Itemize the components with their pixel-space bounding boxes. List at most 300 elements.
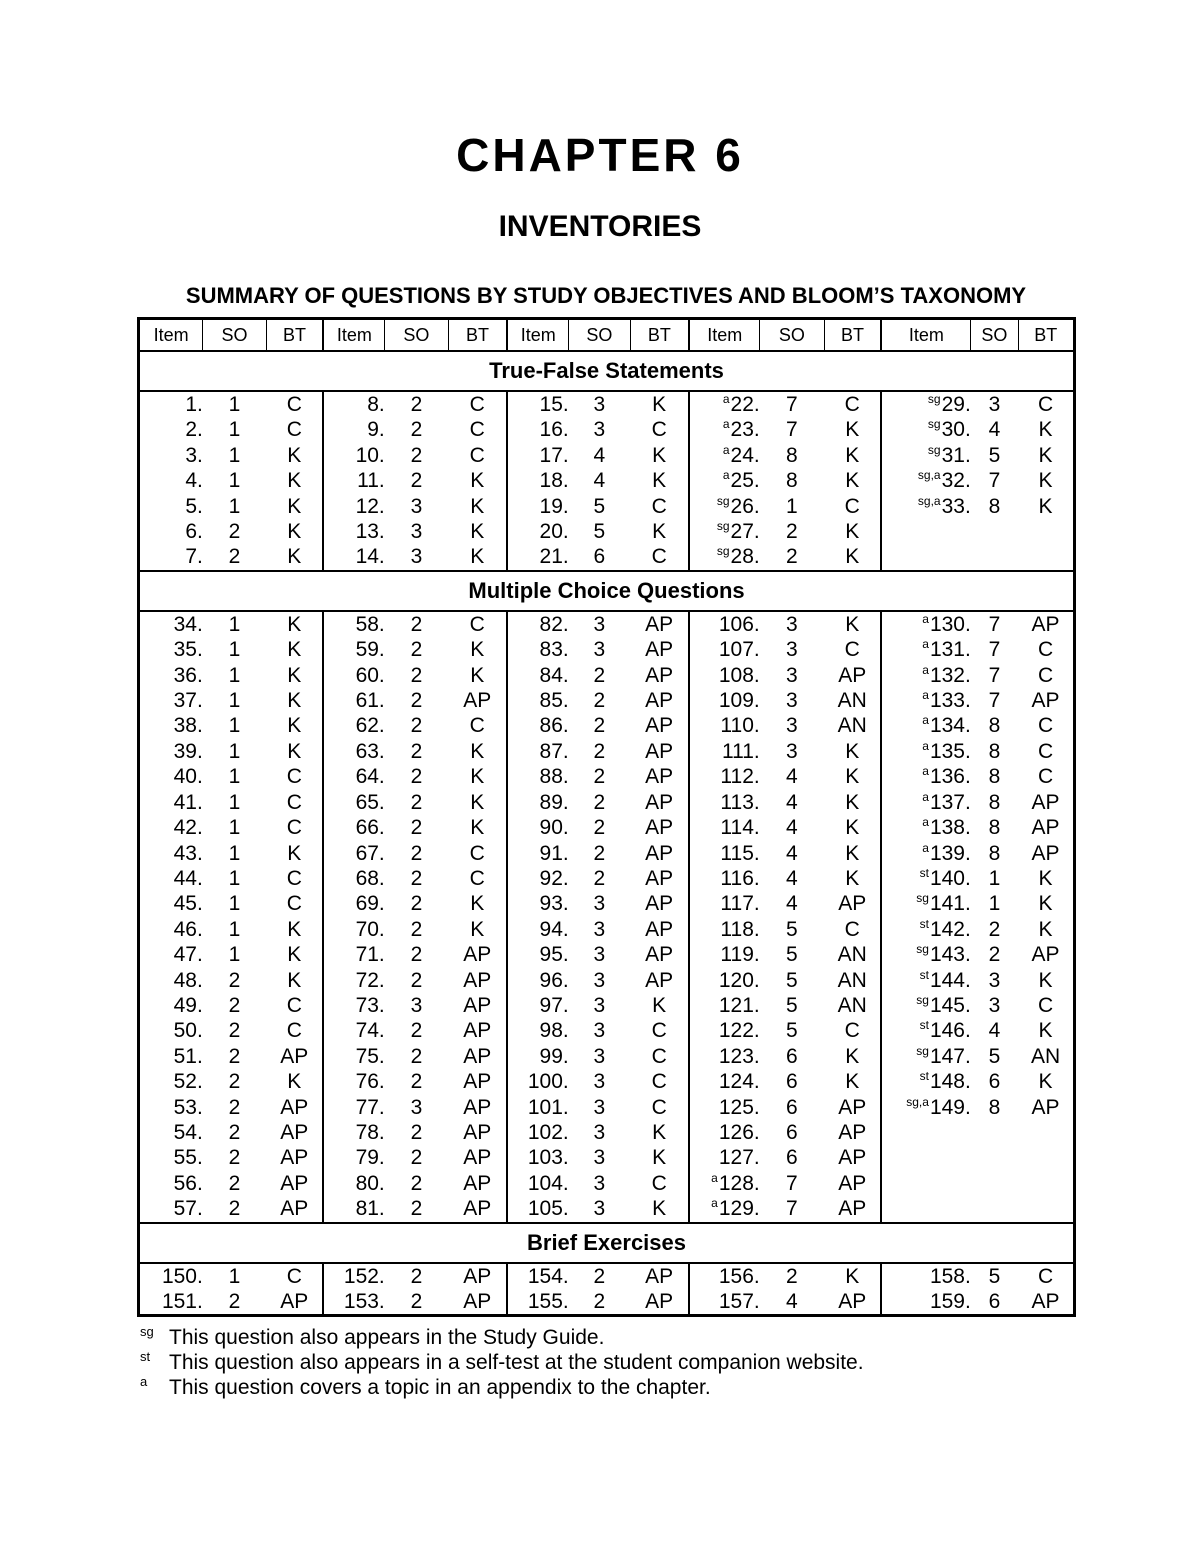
section-header-row: [139, 1223, 1075, 1263]
item-number: 106.: [718, 612, 760, 636]
item-cell: [881, 713, 970, 738]
item-number: 2.: [185, 418, 203, 442]
footnote-marker: a: [922, 662, 929, 677]
item-number: 19.: [539, 494, 569, 518]
so-cell: 8: [988, 714, 1001, 738]
so-cell: 7: [988, 663, 1001, 687]
item-number: 29.: [941, 393, 971, 416]
item-cell: [881, 1145, 970, 1170]
bt-cell: K: [824, 544, 881, 570]
so-cell: 5: [988, 1264, 1001, 1288]
item-cell: [507, 1095, 568, 1120]
item-cell: [139, 544, 203, 570]
item-number: 73.: [355, 993, 385, 1017]
footnote-marker: a: [711, 1196, 718, 1211]
so-cell: 8: [786, 469, 798, 493]
item-cell: [323, 1171, 384, 1196]
item-number: 156.: [718, 1264, 760, 1288]
bt-cell: AP: [1031, 790, 1060, 814]
question-summary-table: [137, 317, 1076, 1317]
so-cell: 8: [786, 443, 798, 467]
bt-cell: K: [266, 917, 323, 942]
item-cell: [139, 942, 203, 967]
item-cell: [139, 917, 203, 942]
footnote-marker: sg: [716, 519, 730, 534]
item-cell: [139, 1171, 203, 1196]
item-cell: [323, 866, 384, 891]
bt-cell: K: [448, 790, 507, 815]
item-cell: [507, 637, 568, 662]
so-cell: 2: [410, 816, 423, 840]
item-cell: [323, 494, 384, 519]
bt-cell: K: [1038, 494, 1053, 518]
item-cell: [323, 663, 384, 688]
item-number: 14.: [355, 545, 385, 569]
item-cell: [507, 891, 568, 916]
item-number: 75.: [355, 1044, 385, 1068]
item-number: 128.: [718, 1171, 760, 1195]
item-number: 102.: [527, 1120, 569, 1144]
so-cell: 2: [786, 520, 798, 544]
so-cell: [971, 544, 1018, 570]
so-cell: 5: [786, 917, 798, 941]
bt-cell: K: [266, 968, 323, 993]
bt-cell: AP: [448, 1263, 507, 1289]
so-cell: 3: [593, 1120, 606, 1144]
so-cell: 3: [593, 393, 606, 416]
footnotes: [140, 1325, 864, 1400]
so-cell: 3: [593, 968, 606, 992]
item-cell: [323, 1095, 384, 1120]
so-cell: 2: [988, 917, 1001, 941]
bt-cell: AP: [266, 1095, 323, 1120]
column-header: SO: [971, 319, 1018, 352]
so-cell: 1: [228, 714, 241, 738]
item-cell: [689, 1095, 759, 1120]
bt-cell: C: [448, 841, 507, 866]
item-number: 65.: [355, 790, 385, 814]
bt-cell: AP: [630, 866, 689, 891]
item-cell: [507, 663, 568, 688]
item-cell: [507, 764, 568, 789]
bt-cell: C: [1037, 663, 1054, 687]
item-number: 84.: [539, 663, 569, 687]
bt-cell: AP: [266, 1171, 323, 1196]
so-cell: 1: [228, 739, 241, 763]
item-number: 21.: [539, 545, 569, 569]
item-number: 126.: [718, 1120, 760, 1144]
so-cell: 5: [988, 443, 1001, 467]
bt-cell: AP: [1031, 816, 1060, 840]
so-cell: 2: [228, 968, 241, 992]
item-number: 46.: [173, 917, 203, 941]
section-title: Brief Exercises: [139, 1223, 1075, 1263]
so-cell: 2: [786, 1264, 798, 1288]
item-number: 124.: [718, 1070, 760, 1094]
bt-cell: C: [1037, 638, 1054, 662]
so-cell: 8: [988, 1095, 1001, 1119]
item-number: 55.: [173, 1146, 203, 1170]
bt-cell: AP: [824, 1095, 881, 1120]
so-cell: 1: [228, 494, 241, 518]
item-cell: [323, 968, 384, 993]
so-cell: 2: [410, 638, 423, 662]
so-cell: 2: [410, 917, 423, 941]
table-row: [139, 663, 1075, 688]
table-row: [139, 417, 1075, 442]
bt-cell: [1018, 519, 1074, 544]
so-cell: 3: [593, 1197, 606, 1221]
so-cell: 2: [410, 943, 423, 967]
bt-cell: K: [448, 764, 507, 789]
bt-cell: K: [266, 468, 323, 493]
item-number: 27.: [730, 520, 760, 544]
so-cell: 2: [593, 790, 606, 814]
item-number: 70.: [355, 917, 385, 941]
item-number: 81.: [355, 1197, 385, 1221]
bt-cell: K: [448, 468, 507, 493]
so-cell: [971, 519, 1018, 544]
item-cell: [323, 764, 384, 789]
item-cell: [507, 417, 568, 442]
item-cell: [689, 519, 759, 544]
bt-cell: AN: [824, 713, 881, 738]
item-cell: [323, 917, 384, 942]
so-cell: 1: [228, 1264, 241, 1288]
item-cell: [323, 637, 384, 662]
item-cell: [323, 688, 384, 713]
item-number: 69.: [355, 892, 385, 916]
bt-cell: K: [824, 790, 881, 815]
bt-cell: K: [824, 739, 881, 764]
item-cell: [507, 519, 568, 544]
item-cell: [323, 739, 384, 764]
item-cell: [881, 790, 970, 815]
item-cell: [507, 739, 568, 764]
item-cell: [139, 815, 203, 840]
chapter-title: CHAPTER 6: [456, 129, 744, 181]
bt-cell: K: [630, 519, 689, 544]
so-cell: 3: [593, 943, 606, 967]
item-number: 114.: [720, 816, 760, 840]
item-cell: [139, 1044, 203, 1069]
so-cell: 7: [988, 469, 1001, 493]
table-row: [139, 815, 1075, 840]
bt-cell: K: [630, 468, 689, 493]
item-cell: [323, 468, 384, 493]
bt-cell: AP: [266, 1196, 323, 1222]
bt-cell: C: [448, 443, 507, 468]
so-cell: 2: [410, 1197, 423, 1221]
so-cell: 3: [988, 968, 1001, 992]
item-number: 32.: [941, 469, 971, 493]
bt-cell: AN: [1030, 1044, 1061, 1068]
footnote-marker: sg: [916, 992, 929, 1007]
item-cell: [881, 1196, 970, 1222]
table-row: [139, 443, 1075, 468]
table-row: [139, 866, 1075, 891]
item-cell: [323, 1018, 384, 1043]
table-row: [139, 519, 1075, 544]
item-cell: [689, 544, 759, 570]
item-number: 125.: [718, 1095, 760, 1119]
item-cell: [323, 1069, 384, 1094]
bt-cell: K: [448, 739, 507, 764]
item-number: 58.: [355, 612, 385, 636]
column-header: BT: [630, 319, 689, 352]
table-row: [139, 468, 1075, 493]
bt-cell: AP: [448, 1044, 507, 1069]
bt-cell: K: [824, 866, 881, 891]
item-cell: [881, 1069, 970, 1094]
bt-cell: K: [266, 688, 323, 713]
footnote-marker: sg,a: [917, 468, 941, 483]
so-cell: 1: [786, 494, 798, 518]
item-number: 18.: [539, 469, 569, 493]
so-cell: 3: [593, 638, 606, 662]
item-number: 159.: [929, 1290, 971, 1313]
so-cell: 6: [593, 545, 606, 569]
bt-cell: AP: [824, 1196, 881, 1222]
item-cell: [323, 1120, 384, 1145]
item-number: 122.: [718, 1019, 760, 1043]
footnote-symbol: st: [140, 1349, 151, 1364]
bt-cell: C: [448, 713, 507, 738]
so-cell: 2: [228, 1197, 241, 1221]
bt-cell: AP: [448, 1289, 507, 1316]
item-number: 148.: [929, 1070, 971, 1094]
footnote-text: This question covers a topic in an appendix to the chapter.: [169, 1376, 711, 1399]
item-cell: [881, 611, 970, 637]
so-cell: 2: [410, 469, 423, 493]
table-row: [139, 544, 1075, 570]
so-cell: 1: [988, 892, 1001, 916]
column-header: BT: [448, 319, 507, 352]
item-cell: [881, 1171, 970, 1196]
so-cell: 7: [786, 1197, 798, 1221]
footnote: [140, 1325, 864, 1350]
item-number: 101.: [527, 1095, 569, 1119]
bt-cell: K: [448, 637, 507, 662]
footnote-marker: st: [919, 1069, 929, 1084]
item-number: 82.: [539, 612, 569, 636]
bt-cell: C: [630, 1095, 689, 1120]
item-cell: [139, 1120, 203, 1145]
so-cell: 2: [593, 765, 606, 789]
column-header: BT: [824, 319, 881, 352]
chapter-subtitle: INVENTORIES: [498, 210, 702, 243]
so-cell: 8: [988, 841, 1001, 865]
item-number: 118.: [720, 917, 760, 941]
bt-cell: K: [824, 417, 881, 442]
item-cell: [139, 417, 203, 442]
item-cell: [507, 391, 568, 417]
so-cell: 2: [410, 1146, 423, 1170]
item-cell: [139, 764, 203, 789]
item-cell: [507, 942, 568, 967]
column-header: SO: [569, 319, 630, 352]
item-cell: [139, 891, 203, 916]
bt-cell: K: [266, 713, 323, 738]
bt-cell: K: [824, 764, 881, 789]
item-number: 104.: [527, 1171, 569, 1195]
so-cell: 2: [228, 1095, 241, 1119]
so-cell: 1: [228, 638, 241, 662]
item-number: 98.: [539, 1019, 569, 1043]
bt-cell: AP: [824, 1145, 881, 1170]
so-cell: 3: [410, 494, 423, 518]
item-cell: [881, 815, 970, 840]
bt-cell: K: [824, 841, 881, 866]
so-cell: 5: [786, 968, 798, 992]
bt-cell: C: [266, 790, 323, 815]
footnote-marker: sg: [927, 442, 941, 457]
so-cell: 7: [786, 1171, 798, 1195]
item-number: 115.: [720, 841, 760, 865]
item-cell: [689, 790, 759, 815]
item-cell: [881, 1018, 970, 1043]
so-cell: 4: [988, 1019, 1001, 1043]
footnote-marker: sg: [716, 493, 730, 508]
bt-cell: AP: [630, 688, 689, 713]
item-number: 86.: [539, 714, 569, 738]
item-number: 119.: [720, 943, 760, 967]
item-number: 37.: [173, 689, 203, 713]
item-cell: [881, 841, 970, 866]
item-number: 50.: [173, 1019, 203, 1043]
so-cell: 4: [786, 816, 798, 840]
bt-cell: C: [630, 544, 689, 570]
bt-cell: C: [448, 391, 507, 417]
item-number: 13.: [355, 520, 385, 544]
footnote-marker: st: [919, 1018, 929, 1033]
so-cell: 3: [593, 612, 606, 636]
bt-cell: C: [630, 1171, 689, 1196]
so-cell: 3: [593, 892, 606, 916]
item-cell: [689, 494, 759, 519]
item-cell: [323, 790, 384, 815]
item-number: 9.: [367, 418, 385, 442]
bt-cell: C: [1037, 739, 1054, 763]
item-number: 99.: [539, 1044, 569, 1068]
bt-cell: K: [630, 993, 689, 1018]
footnote-symbol: a: [140, 1374, 148, 1389]
item-number: 45.: [173, 892, 203, 916]
item-cell: [689, 1044, 759, 1069]
footnote-marker: a: [922, 840, 929, 855]
so-cell: 5: [786, 1019, 798, 1043]
item-cell: [323, 544, 384, 570]
so-cell: 2: [410, 1044, 423, 1068]
bt-cell: C: [266, 891, 323, 916]
item-cell: [139, 1145, 203, 1170]
so-cell: 8: [988, 816, 1001, 840]
so-cell: 2: [593, 689, 606, 713]
so-cell: 2: [410, 765, 423, 789]
so-cell: 2: [228, 993, 241, 1017]
item-cell: [507, 841, 568, 866]
so-cell: 1: [228, 943, 241, 967]
section-title: Multiple Choice Questions: [139, 571, 1075, 611]
item-number: 89.: [539, 790, 569, 814]
bt-cell: AP: [630, 968, 689, 993]
item-cell: [689, 391, 759, 417]
bt-cell: K: [630, 1120, 689, 1145]
item-number: 53.: [173, 1095, 203, 1119]
item-number: 144.: [929, 968, 971, 992]
bt-cell: AP: [1031, 689, 1060, 713]
item-number: 77.: [355, 1095, 385, 1119]
item-cell: [881, 443, 970, 468]
table-row: [139, 1196, 1075, 1222]
so-cell: 1: [228, 612, 241, 636]
bt-cell: C: [630, 494, 689, 519]
item-cell: [323, 391, 384, 417]
footnote-marker: a: [922, 789, 929, 804]
so-cell: 3: [593, 1095, 606, 1119]
so-cell: 3: [988, 393, 1001, 416]
item-number: 145.: [929, 993, 971, 1017]
item-cell: [323, 1196, 384, 1222]
bt-cell: [1018, 1196, 1074, 1222]
footnote-marker: a: [922, 611, 929, 626]
item-cell: [507, 993, 568, 1018]
item-number: 6.: [185, 520, 203, 544]
so-cell: 2: [410, 841, 423, 865]
table-row: [139, 391, 1075, 417]
so-cell: 1: [228, 765, 241, 789]
item-cell: [507, 790, 568, 815]
bt-cell: C: [1037, 393, 1054, 416]
so-cell: 2: [228, 1146, 241, 1170]
item-number: 72.: [355, 968, 385, 992]
item-cell: [881, 739, 970, 764]
so-cell: 6: [786, 1070, 798, 1094]
item-number: 63.: [355, 739, 385, 763]
so-cell: 3: [593, 1171, 606, 1195]
bt-cell: AN: [824, 688, 881, 713]
so-cell: 2: [988, 943, 1001, 967]
so-cell: 2: [228, 1070, 241, 1094]
footnote-marker: a: [722, 417, 730, 432]
item-cell: [139, 1069, 203, 1094]
item-number: 71.: [355, 943, 385, 967]
item-number: 59.: [355, 638, 385, 662]
bt-cell: [1018, 544, 1074, 570]
so-cell: 1: [228, 393, 241, 416]
item-cell: [507, 917, 568, 942]
bt-cell: AP: [448, 1196, 507, 1222]
bt-cell: K: [1038, 469, 1053, 493]
item-cell: [139, 739, 203, 764]
item-number: 41.: [173, 790, 203, 814]
item-number: 4.: [185, 469, 203, 493]
bt-cell: AP: [630, 611, 689, 637]
item-number: 130.: [929, 612, 971, 636]
bt-cell: AP: [630, 917, 689, 942]
bt-cell: C: [266, 764, 323, 789]
bt-cell: K: [1038, 418, 1053, 442]
bt-cell: C: [266, 993, 323, 1018]
item-number: 157.: [718, 1290, 760, 1313]
item-number: 23.: [730, 418, 760, 442]
bt-cell: K: [1038, 1070, 1053, 1094]
footnote-marker: a: [922, 815, 929, 830]
item-number: 137.: [929, 790, 971, 814]
footnote-marker: a: [922, 688, 929, 703]
bt-cell: AP: [1031, 612, 1060, 636]
bt-cell: K: [824, 611, 881, 637]
